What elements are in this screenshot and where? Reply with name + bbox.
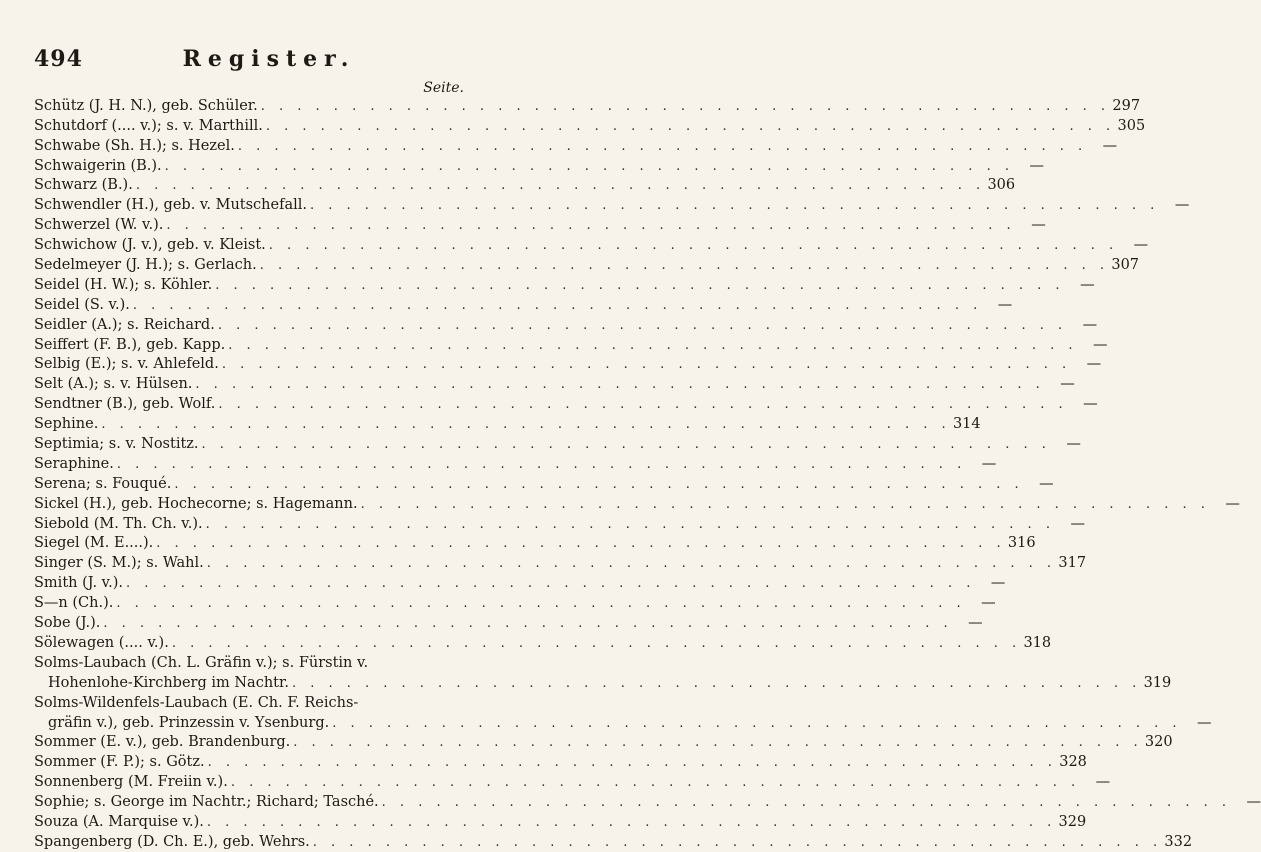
register-entry [34,136,1118,156]
entry-name: Siegel (M. E....). [34,535,154,552]
leader-dots: . . . . . . . . . . . . . . . . . . . . . . . . . . . . . . . . . . . . . . . . . . . . . . . [218,397,1068,413]
register-entry [34,633,1052,653]
register-entry [34,573,1006,593]
entry-name: Smith (J. v.). [34,575,124,592]
leader-dots: . . . . . . . . . . . . . . . . . . . . . . . . . . . . . . . . . . . . . . . . . . . . . . . [116,456,967,472]
entry-page-number: — [1174,197,1190,214]
register-entry [34,514,1085,534]
entry-name: Schwarz (B.). [34,177,133,194]
register-entry [34,733,1173,753]
entry-page-number: 306 [987,177,1016,194]
leader-dots: . . . . . . . . . . . . . . . . . . . . . . . . . . . . . . . . . . . . . . . . . . . . . . . [291,675,1142,691]
register-entry [34,653,464,673]
leader-dots: . . . . . . . . . . . . . . . . . . . . . . . . . . . . . . . . . . . . . . . . . . . . . . . [268,238,1119,254]
register-entry [34,713,1212,733]
register-entry [34,215,1046,235]
leader-dots: . . . . . . . . . . . . . . . . . . . . . . . . . . . . . . . . . . . . . . . . . . . . . . . [230,775,1081,791]
entry-name: Selbig (E.); s. v. Ahlefeld. [34,356,219,373]
entry-name: Schwendler (H.), geb. v. Mutschefall. [34,197,307,214]
register-entry [34,374,1075,394]
entry-page-number: 314 [952,416,981,433]
register-entry [34,195,1190,215]
entry-page-number: — [1031,217,1046,234]
leader-dots: . . . . . . . . . . . . . . . . . . . . . . . . . . . . . . . . . . . . . . . . . . . . . . . [156,536,1006,552]
entry-page-number: — [1082,316,1098,333]
register-entry [34,295,1013,315]
entry-name: gräfin v.), geb. Prinzessin v. Ysenburg. [48,714,330,731]
entry-page-number: — [1102,137,1118,154]
leader-dots: . . . . . . . . . . . . . . . . . . . . . . . . . . . . . . . . . . . . . . . . . . . . . . . [310,198,1160,214]
leader-dots: . . . . . . . . . . . . . . . . . . . . . . . . . . . . . . . . . . . . . . . . . . . . . . . [101,417,951,433]
leader-dots: . . . . . . . . . . . . . . . . . . . . . . . . . . . . . . . . . . . . . . . . . . . . . . . [135,178,986,194]
leader-dots: . . . . . . . . . . . . . . . . . . . . . . . . . . . . . . . . . . . . . . . . . . . . . . . [221,357,1072,373]
entry-name: Seraphine. [34,455,114,472]
entry-page-number: — [1070,515,1085,532]
entry-name: Sobe (J.). [34,615,101,632]
leader-dots: . . . . . . . . . . . . . . . . . . . . . . . . . . . . . . . . . . . . . . . . . . . . . . . [164,158,1014,174]
entry-name: Septimia; s. v. Nostitz. [34,436,199,453]
leader-dots: . . . . . . . . . . . . . . . . . . . . . . . . . . . . . . . . . . . . . . . . . . . . . . . [205,516,1055,532]
leader-dots: . . . . . . . . . . . . . . . . . . . . . . . . . . . . . . . . . . . . . . . . . . . . . . . [171,635,1022,651]
leader-dots: . . . . . . . . . . . . . . . . . . . . . . . . . . . . . . . . . . . . . . . . . . . . . . . [381,795,1231,811]
entry-page-number: — [1060,376,1075,393]
entry-page-number: — [1095,774,1111,791]
register-entry [34,454,997,474]
leader-dots: . . . . . . . . . . . . . . . . . . . . . . . . . . . . . . . . . . . . . . . . . . . . . . . [174,476,1024,492]
entry-name: Siebold (M. Th. Ch. v.). [34,515,203,532]
register-entries [34,96,1261,852]
entry-page-number: 319 [1143,674,1172,691]
entry-page-number: — [1083,396,1098,413]
entry-name: Sedelmeyer (J. H.); s. Gerlach. [34,257,257,274]
leader-dots: . . . . . . . . . . . . . . . . . . . . . . . . . . . . . . . . . . . . . . . . . . . . . . . [332,715,1182,731]
leader-dots: . . . . . . . . . . . . . . . . . . . . . . . . . . . . . . . . . . . . . . . . . . . . . . . [215,277,1065,293]
entry-page-number: — [981,595,996,612]
entry-page-number: — [1093,336,1108,353]
entry-name: Seidel (H. W.); s. Köhler. [34,276,213,293]
leader-dots: . . . . . . . . . . . . . . . . . . . . . . . . . . . . . . . . . . . . . . . . . . . . . . . [126,576,976,592]
entry-name: Sophie; s. George im Nachtr.; Richard; Tasché. [34,794,379,811]
entry-page-number: — [968,615,983,632]
page-number: 494 [34,46,83,72]
entry-name: Seiffert (F. B.), geb. Kapp. [34,336,226,353]
entry-name: Solms-Laubach (Ch. L. Gräfin v.); s. Fürstin v. [34,654,369,671]
leader-dots: . . . . . . . . . . . . . . . . . . . . . . . . . . . . . . . . . . . . . . . . . . . . . . . [132,297,983,313]
leader-dots: . . . . . . . . . . . . . . . . . . . . . . . . . . . . . . . . . . . . . . . . . . . . . . . [217,317,1068,333]
entry-page-number: — [1066,436,1081,453]
register-entry [34,434,1081,454]
entry-name: Sommer (F. P.); s. Götz. [34,754,205,771]
entry-name: Hohenlohe-Kirchberg im Nachtr. [48,674,289,691]
leader-dots: . . . . . . . . . . . . . . . . . . . . . . . . . . . . . . . . . . . . . . . . . . . . . . . [360,496,1210,512]
entry-page-number: 320 [1144,734,1173,751]
register-entry [34,335,1108,355]
page-header [34,46,464,76]
entry-name: Solms-Wildenfels-Laubach (E. Ch. F. Reichs- [34,694,359,711]
entry-name: S—n (Ch.). [34,595,114,612]
entry-page-number: 316 [1007,535,1036,552]
entry-page-number: — [1133,237,1149,254]
leader-dots: . . . . . . . . . . . . . . . . . . . . . . . . . . . . . . . . . . . . . . . . . . . . . . . [116,596,966,612]
entry-page-number: — [1225,495,1240,512]
register-entry [34,355,1102,375]
entry-page-number: — [1080,276,1095,293]
entry-name: Schutdorf (.... v.); s. v. Marthill. [34,117,263,134]
register-entry [34,474,1054,494]
register-entry [34,832,1193,852]
register-entry [34,275,1095,295]
entry-name: Sephine. [34,416,99,433]
leader-dots: . . . . . . . . . . . . . . . . . . . . . . . . . . . . . . . . . . . . . . . . . . . . . . . [259,258,1110,274]
register-entry [34,414,981,434]
leader-dots: . . . . . . . . . . . . . . . . . . . . . . . . . . . . . . . . . . . . . . . . . . . . . . . [260,98,1111,114]
register-entry [34,752,1087,772]
register-entry [34,553,1087,573]
register-entry [34,176,1016,196]
entry-name: Schütz (J. H. N.), geb. Schüler. [34,97,258,114]
entry-page-number: — [1086,356,1102,373]
register-entry [34,792,1261,812]
entry-name: Spangenberg (D. Ch. E.), geb. Wehrs. [34,833,310,850]
entry-name: Sonnenberg (M. Freiin v.). [34,774,228,791]
leader-dots: . . . . . . . . . . . . . . . . . . . . . . . . . . . . . . . . . . . . . . . . . . . . . . . [228,337,1078,353]
register-entry [34,812,1087,832]
register-entry [34,693,464,713]
entry-name: Seidler (A.); s. Reichard. [34,316,215,333]
entry-page-number: 317 [1058,555,1087,572]
entry-page-number: — [1029,157,1044,174]
entry-page-number: 328 [1059,754,1087,771]
register-entry [34,394,1098,414]
leader-dots: . . . . . . . . . . . . . . . . . . . . . . . . . . . . . . . . . . . . . . . . . . . . . . . [103,616,953,632]
entry-name: Souza (A. Marquise v.). [34,813,204,830]
entry-name: Singer (S. M.); s. Wahl. [34,555,204,572]
entry-page-number: 297 [1112,97,1141,114]
entry-page-number: 305 [1117,117,1146,134]
register-entry [34,255,1140,275]
leader-dots: . . . . . . . . . . . . . . . . . . . . . . . . . . . . . . . . . . . . . . . . . . . . . . . [166,218,1016,234]
register-entry [34,772,1111,792]
register-entry [34,156,1044,176]
register-entry [34,235,1149,255]
entry-name: Sölewagen (.... v.). [34,634,169,651]
register-entry [34,315,1098,335]
register-entry [34,534,1036,554]
page-column-label: Seite. [423,80,464,96]
entry-page-number: — [981,455,997,472]
register-entry [34,593,996,613]
leader-dots: . . . . . . . . . . . . . . . . . . . . . . . . . . . . . . . . . . . . . . . . . . . . . . . [201,437,1051,453]
leader-dots: . . . . . . . . . . . . . . . . . . . . . . . . . . . . . . . . . . . . . . . . . . . . . . . [207,755,1057,771]
entry-name: Schwaigerin (B.). [34,157,162,174]
leader-dots: . . . . . . . . . . . . . . . . . . . . . . . . . . . . . . . . . . . . . . . . . . . . . . . [293,735,1143,751]
entry-name: Sendtner (B.), geb. Wolf. [34,396,216,413]
entry-name: Schwabe (Sh. H.); s. Hezel. [34,137,235,154]
entry-page-number: — [1197,714,1212,731]
register-entry [34,116,1146,136]
entry-name: Selt (A.); s. v. Hülsen. [34,376,193,393]
register-entry [34,673,1172,693]
entry-page-number: 307 [1111,257,1140,274]
register-entry [34,494,1240,514]
register-entry [34,613,983,633]
entry-page-number: — [990,575,1006,592]
entry-page-number: — [1246,794,1261,811]
entry-name: Schwichow (J. v.), geb. v. Kleist. [34,237,266,254]
entry-page-number: 329 [1058,813,1087,830]
leader-dots: . . . . . . . . . . . . . . . . . . . . . . . . . . . . . . . . . . . . . . . . . . . . . . . [206,556,1057,572]
page-title: Register. [182,46,356,72]
leader-dots: . . . . . . . . . . . . . . . . . . . . . . . . . . . . . . . . . . . . . . . . . . . . . . . [312,834,1163,850]
leader-dots: . . . . . . . . . . . . . . . . . . . . . . . . . . . . . . . . . . . . . . . . . . . . . . . [237,138,1088,154]
leader-dots: . . . . . . . . . . . . . . . . . . . . . . . . . . . . . . . . . . . . . . . . . . . . . . . [195,377,1045,393]
entry-page-number: 332 [1164,833,1193,850]
entry-page-number: — [1039,475,1054,492]
entry-name: Sickel (H.), geb. Hochecorne; s. Hagemann. [34,495,358,512]
entry-page-number: — [997,296,1013,313]
register-entry [34,96,1141,116]
entry-name: Seidel (S. v.). [34,296,130,313]
leader-dots: . . . . . . . . . . . . . . . . . . . . . . . . . . . . . . . . . . . . . . . . . . . . . . . [265,118,1116,134]
entry-page-number: 318 [1023,634,1052,651]
entry-name: Sommer (E. v.), geb. Brandenburg. [34,734,291,751]
entry-name: Schwerzel (W. v.). [34,217,164,234]
leader-dots: . . . . . . . . . . . . . . . . . . . . . . . . . . . . . . . . . . . . . . . . . . . . . . . [206,814,1057,830]
entry-name: Serena; s. Fouqué. [34,475,172,492]
